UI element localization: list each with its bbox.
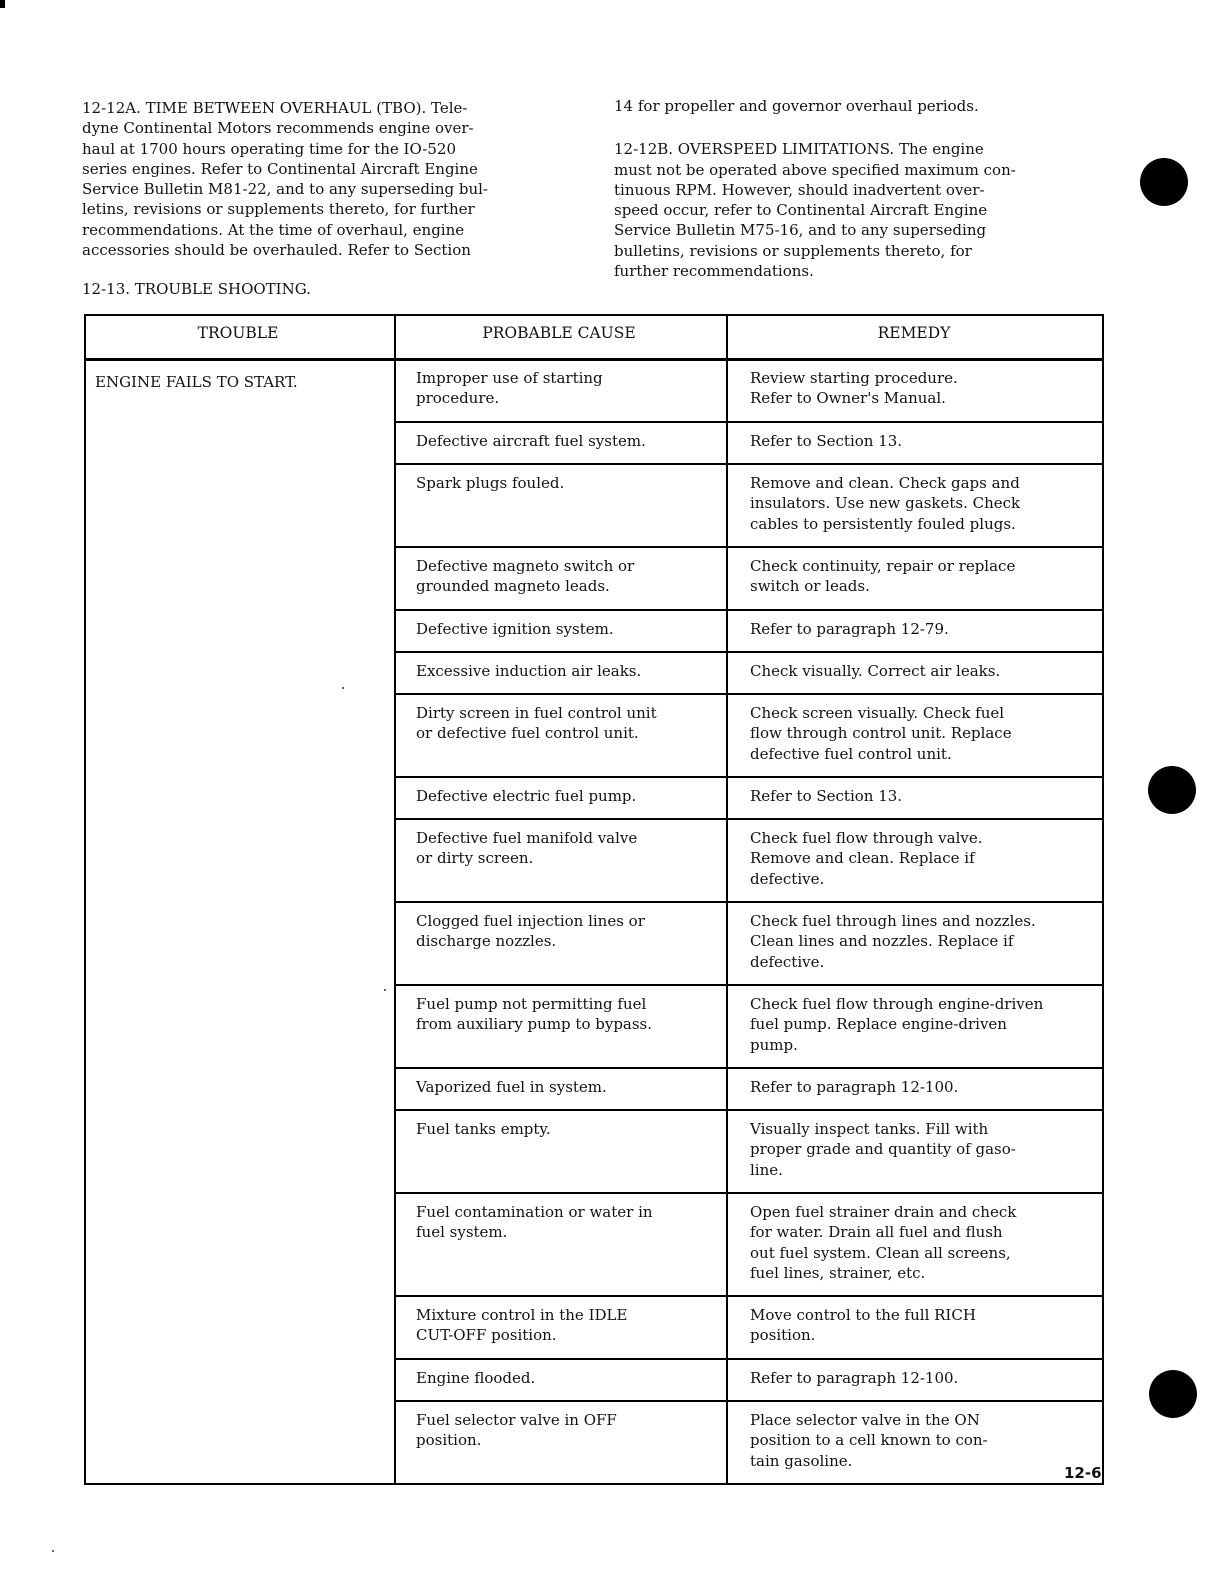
row-divider — [394, 1067, 1102, 1069]
remedy-line: Open fuel strainer drain and check — [750, 1203, 1017, 1221]
remedy-line: out fuel system. Clean all screens, — [750, 1243, 1011, 1262]
remedy-cell — [750, 1202, 1100, 1283]
cause-line: Dirty screen in fuel control unit — [416, 704, 657, 722]
remedy-line: Review starting procedure. — [750, 369, 958, 387]
tbo-line: recommendations. At the time of overhaul, engine — [82, 220, 465, 239]
cause-line: Defective aircraft fuel system. — [416, 432, 646, 450]
tbo-line: Service Bulletin M81-22, and to any superseding bul- — [82, 180, 488, 199]
binder-hole — [1149, 1370, 1197, 1418]
remedy-line: Check fuel through lines and nozzles. — [750, 912, 1036, 930]
remedy-cell — [750, 703, 1100, 764]
row-divider — [394, 901, 1102, 903]
cause-cell — [416, 556, 721, 597]
cause-line: Fuel selector valve in OFF — [416, 1411, 617, 1429]
cause-cell — [416, 1202, 721, 1243]
header-remedy: REMEDY — [877, 324, 951, 342]
cause-line: Fuel tanks empty. — [416, 1120, 551, 1138]
cause-line: Defective fuel manifold valve — [416, 829, 638, 847]
overspeed-line: 12-12B. OVERSPEED LIMITATIONS. The engine — [614, 140, 984, 159]
remedy-cell — [750, 1305, 1100, 1346]
remedy-line: Remove and clean. Check gaps and — [750, 474, 1020, 492]
cause-line: Engine flooded. — [416, 1369, 536, 1387]
cause-line: Defective magneto switch or — [416, 557, 635, 575]
remedy-line: for water. Drain all fuel and flush — [750, 1223, 1003, 1242]
tbo-line: letins, revisions or supplements thereto, for further — [82, 200, 475, 219]
row-divider — [394, 1192, 1102, 1194]
overspeed-line: tinuous RPM. However, should inadvertent over- — [614, 180, 985, 199]
trouble-cell: ENGINE FAILS TO START. — [95, 373, 298, 391]
remedy-line: cables to persistently fouled plugs. — [750, 514, 1016, 533]
tbo-continuation: 14 for propeller and governor overhaul periods. — [614, 97, 979, 115]
cause-line: or dirty screen. — [416, 849, 534, 868]
binder-hole — [1140, 158, 1188, 206]
remedy-line: Check fuel flow through engine-driven — [750, 995, 1044, 1013]
remedy-cell — [750, 619, 1100, 639]
remedy-cell — [750, 1410, 1100, 1471]
cause-line: Spark plugs fouled. — [416, 474, 565, 492]
row-divider — [394, 1295, 1102, 1297]
remedy-line: insulators. Use new gaskets. Check — [750, 494, 1021, 513]
cause-cell — [416, 431, 721, 451]
remedy-line: Move control to the full RICH — [750, 1306, 976, 1324]
remedy-line: flow through control unit. Replace — [750, 724, 1012, 743]
cause-line: fuel system. — [416, 1223, 508, 1242]
remedy-line: switch or leads. — [750, 577, 870, 596]
table-border-left — [84, 314, 86, 1483]
remedy-line: Refer to paragraph 12-100. — [750, 1369, 959, 1387]
remedy-line: Check screen visually. Check fuel — [750, 704, 1005, 722]
cause-cell — [416, 1077, 721, 1097]
remedy-line: Clean lines and nozzles. Replace if — [750, 932, 1014, 951]
cause-cell — [416, 368, 721, 409]
right-column — [614, 96, 1104, 281]
column-divider — [726, 314, 728, 1483]
row-divider — [394, 421, 1102, 423]
cause-line: Vaporized fuel in system. — [416, 1078, 607, 1096]
remedy-line: Visually inspect tanks. Fill with — [750, 1120, 989, 1138]
remedy-line: fuel lines, strainer, etc. — [750, 1263, 926, 1282]
remedy-line: Check continuity, repair or replace — [750, 557, 1016, 575]
row-divider — [394, 1358, 1102, 1360]
remedy-line: Refer to Section 13. — [750, 432, 903, 450]
cause-line: Improper use of starting — [416, 369, 603, 387]
row-divider — [394, 776, 1102, 778]
row-divider — [394, 984, 1102, 986]
remedy-line: defective. — [750, 952, 825, 971]
row-divider — [394, 1400, 1102, 1402]
row-divider — [394, 609, 1102, 611]
cause-cell — [416, 473, 721, 493]
remedy-cell — [750, 1077, 1100, 1097]
cause-cell — [416, 1119, 721, 1139]
overspeed-line: speed occur, refer to Continental Aircraft Engine — [614, 201, 988, 220]
cause-line: from auxiliary pump to bypass. — [416, 1015, 653, 1034]
overspeed-line: further recommendations. — [614, 262, 814, 281]
remedy-cell — [750, 431, 1100, 451]
remedy-cell — [750, 911, 1100, 972]
table-border-bottom — [84, 1483, 1104, 1485]
tbo-line: series engines. Refer to Continental Aircraft Engine — [82, 159, 478, 178]
cause-line: discharge nozzles. — [416, 932, 557, 951]
remedy-cell — [750, 786, 1100, 806]
scan-speck — [52, 1550, 54, 1552]
remedy-line: Refer to paragraph 12-100. — [750, 1078, 959, 1096]
cause-cell — [416, 1410, 721, 1451]
cause-line: Defective electric fuel pump. — [416, 787, 637, 805]
header-divider — [84, 358, 1102, 361]
table-border-right — [1102, 314, 1104, 1483]
cause-line: position. — [416, 1431, 482, 1450]
remedy-line: defective fuel control unit. — [750, 744, 952, 763]
overspeed-line: bulletins, revisions or supplements thereto, for — [614, 241, 972, 260]
cause-cell — [416, 994, 721, 1035]
cause-line: or defective fuel control unit. — [416, 724, 639, 743]
row-divider — [394, 651, 1102, 653]
remedy-line: line. — [750, 1160, 783, 1179]
cause-line: Mixture control in the IDLE — [416, 1306, 628, 1324]
remedy-line: Check fuel flow through valve. — [750, 829, 983, 847]
remedy-line: position to a cell known to con- — [750, 1431, 988, 1450]
remedy-line: defective. — [750, 869, 825, 888]
remedy-cell — [750, 473, 1100, 534]
tbo-line: dyne Continental Motors recommends engine over- — [82, 119, 474, 138]
row-divider — [394, 1109, 1102, 1111]
remedy-cell — [750, 661, 1100, 681]
cause-line: CUT-OFF position. — [416, 1326, 557, 1345]
cause-line: procedure. — [416, 389, 500, 408]
cause-line: Excessive induction air leaks. — [416, 662, 642, 680]
remedy-cell — [750, 1368, 1100, 1388]
cause-cell — [416, 828, 721, 869]
cause-line: Fuel contamination or water in — [416, 1203, 653, 1221]
row-divider — [394, 546, 1102, 548]
remedy-cell — [750, 828, 1100, 889]
cause-line: Defective ignition system. — [416, 620, 614, 638]
binder-hole — [1148, 766, 1196, 814]
cause-cell — [416, 1305, 721, 1346]
row-divider — [394, 693, 1102, 695]
remedy-line: Place selector valve in the ON — [750, 1411, 980, 1429]
remedy-line: Refer to paragraph 12-79. — [750, 620, 949, 638]
remedy-cell — [750, 1119, 1100, 1180]
cause-line: Clogged fuel injection lines or — [416, 912, 645, 930]
cause-line: grounded magneto leads. — [416, 577, 610, 596]
scan-corner-mark — [0, 0, 5, 8]
remedy-line: Refer to Section 13. — [750, 787, 903, 805]
scan-speck — [342, 687, 344, 689]
remedy-line: Refer to Owner's Manual. — [750, 389, 946, 408]
row-divider — [394, 463, 1102, 465]
remedy-line: tain gasoline. — [750, 1451, 853, 1470]
page-number: 12-6 — [1064, 1464, 1102, 1482]
remedy-line: fuel pump. Replace engine-driven — [750, 1015, 1007, 1034]
tbo-line: 12-12A. TIME BETWEEN OVERHAUL (TBO). Tele- — [82, 99, 468, 117]
tbo-line: haul at 1700 hours operating time for the IO-520 — [82, 139, 456, 158]
remedy-cell — [750, 368, 1100, 409]
cause-line: Fuel pump not permitting fuel — [416, 995, 647, 1013]
remedy-line: Remove and clean. Replace if — [750, 849, 975, 868]
column-divider — [394, 314, 396, 1483]
scan-speck — [384, 989, 386, 991]
remedy-line: position. — [750, 1326, 816, 1345]
remedy-line: proper grade and quantity of gaso- — [750, 1140, 1016, 1159]
tbo-line: accessories should be overhauled. Refer to Section — [82, 241, 471, 260]
overspeed-line: must not be operated above specified maximum con- — [614, 160, 1016, 179]
header-trouble: TROUBLE — [197, 324, 279, 342]
overspeed-line: Service Bulletin M75-16, and to any superseding — [614, 221, 987, 240]
overspeed-paragraph — [614, 139, 1104, 281]
cause-cell — [416, 786, 721, 806]
cause-cell — [416, 1368, 721, 1388]
remedy-line: Check visually. Correct air leaks. — [750, 662, 1001, 680]
remedy-line: pump. — [750, 1035, 798, 1054]
remedy-cell — [750, 994, 1100, 1055]
header-probable-cause: PROBABLE CAUSE — [482, 324, 636, 342]
trouble-shooting-heading: 12-13. TROUBLE SHOOTING. — [82, 280, 311, 298]
cause-cell — [416, 661, 721, 681]
remedy-cell — [750, 556, 1100, 597]
cause-cell — [416, 911, 721, 952]
table-border-top — [84, 314, 1102, 316]
cause-cell — [416, 619, 721, 639]
tbo-paragraph — [82, 98, 572, 260]
row-divider — [394, 818, 1102, 820]
cause-cell — [416, 703, 721, 744]
